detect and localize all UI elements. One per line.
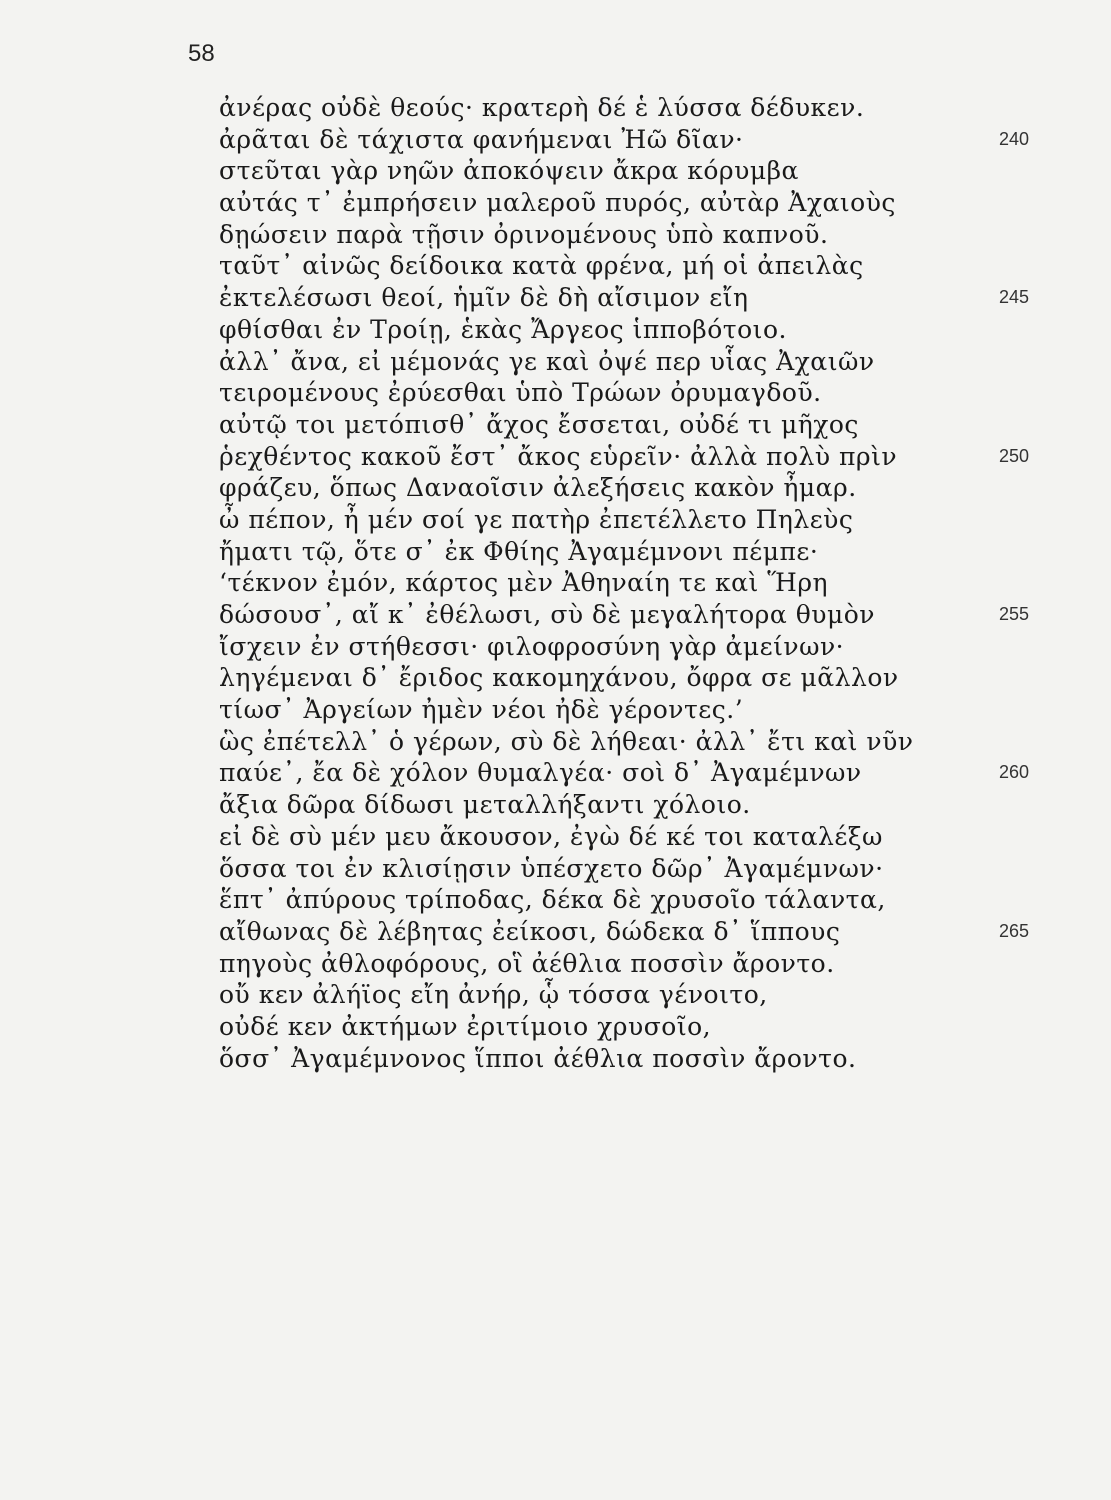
verse-text: φθίσθαι ἐν Τροίῃ, ἑκὰς Ἄργεος ἱπποβότοιο. [219, 314, 787, 344]
verse-line [0, 789, 1111, 821]
line-number: 265 [999, 920, 1030, 941]
verse-text: ῥεχθέντος κακοῦ ἔστ᾽ ἄκος εὑρεῖν· ἀλλὰ πολὺ πρὶν [219, 441, 898, 471]
verse-text: τειρομένους ἐρύεσθαι ὑπὸ Τρώων ὀρυμαγδοῦ. [219, 378, 822, 408]
verse-text: αἴθωνας δὲ λέβητας ἐείκοσι, δώδεκα δ᾽ ἵππους [219, 916, 841, 946]
page-number: 58 [188, 40, 215, 67]
verse-text: ὣς ἐπέτελλ᾽ ὁ γέρων, σὺ δὲ λήθεαι· ἀλλ᾽ ἔτι καὶ νῦν [219, 726, 914, 756]
verse-line [0, 599, 1111, 631]
verse-line [0, 726, 1111, 758]
verse-line [0, 536, 1111, 568]
verse-text: αὐτάς τ᾽ ἐμπρήσειν μαλεροῦ πυρός, αὐτὰρ Ἀχαιοὺς [219, 188, 896, 218]
verse-line [0, 662, 1111, 694]
verse-text: ἀλλ᾽ ἄνα, εἰ μέμονάς γε καὶ ὀψέ περ υἷας Ἀχαιῶν [219, 346, 875, 376]
verse-text: ἴσχειν ἐν στήθεσσι· φιλοφροσύνη γὰρ ἀμείνων· [219, 631, 845, 661]
verse-text: ἤματι τῷ, ὅτε σ᾽ ἐκ Φθίης Ἀγαμέμνονι πέμπε· [219, 536, 819, 566]
verse-line [0, 124, 1111, 156]
verse-line [0, 346, 1111, 378]
verse-text: οὐδέ κεν ἀκτήμων ἐριτίμοιο χρυσοῖο, [219, 1011, 712, 1041]
verse-line [0, 567, 1111, 599]
verse-line [0, 1011, 1111, 1043]
line-number: 240 [999, 128, 1030, 149]
verse-text: στεῦται γὰρ νηῶν ἀποκόψειν ἄκρα κόρυμβα [219, 156, 799, 186]
verse-text: φράζευ, ὅπως Δαναοῖσιν ἀλεξήσεις κακὸν ἦμαρ. [219, 473, 857, 503]
verse-block [0, 92, 1111, 1074]
verse-line [0, 757, 1111, 789]
line-number: 255 [999, 604, 1030, 624]
verse-text: εἰ δὲ σὺ μέν μευ ἄκουσον, ἐγὼ δέ κέ τοι καταλέξω [219, 821, 883, 851]
verse-text: ταῦτ᾽ αἰνῶς δείδοικα κατὰ φρένα, μή οἱ ἀπειλὰς [219, 251, 864, 281]
verse-line [0, 694, 1111, 726]
verse-line [0, 92, 1111, 124]
verse-text: ἄξια δῶρα δίδωσι μεταλλήξαντι χόλοιο. [219, 790, 751, 820]
verse-line [0, 472, 1111, 504]
verse-text: ληγέμεναι δ᾽ ἔριδος κακομηχάνου, ὄφρα σε μᾶλλον [219, 663, 899, 693]
verse-line [0, 916, 1111, 948]
verse-text: ὅσσ᾽ Ἀγαμέμνονος ἵπποι ἀέθλια ποσσὶν ἄροντο. [219, 1043, 857, 1073]
verse-line [0, 853, 1111, 885]
verse-line [0, 884, 1111, 916]
verse-line [0, 219, 1111, 251]
verse-line [0, 377, 1111, 409]
verse-text: δώσουσ᾽, αἴ κ᾽ ἐθέλωσι, σὺ δὲ μεγαλήτορα θυμὸν [219, 600, 875, 629]
verse-line [0, 948, 1111, 980]
verse-text: παύε᾽, ἔα δὲ χόλον θυμαλγέα· σοὶ δ᾽ Ἀγαμέμνων [219, 758, 862, 788]
verse-line [0, 187, 1111, 219]
verse-text: ‘τέκνον ἐμόν, κάρτος μὲν Ἀθηναίη τε καὶ Ἥρη [219, 568, 829, 598]
verse-line [0, 282, 1111, 314]
verse-text: τίωσ᾽ Ἀργείων ἠμὲν νέοι ἠδὲ γέροντες.’ [219, 695, 744, 725]
verse-text: ἀρᾶται δὲ τάχιστα φανήμεναι Ἠῶ δῖαν· [219, 124, 744, 154]
verse-text: ἕπτ᾽ ἀπύρους τρίποδας, δέκα δὲ χρυσοῖο τάλαντα, [219, 885, 886, 915]
verse-line [0, 314, 1111, 346]
verse-text: ὅσσα τοι ἐν κλισίῃσιν ὑπέσχετο δῶρ᾽ Ἀγαμέμνων· [219, 853, 884, 883]
verse-line [0, 155, 1111, 187]
verse-text: αὐτῷ τοι μετόπισθ᾽ ἄχος ἔσσεται, οὐδέ τι μῆχος [219, 409, 859, 439]
verse-text: ὦ πέπον, ἦ μέν σοί γε πατὴρ ἐπετέλλετο Πηλεὺς [219, 504, 854, 534]
verse-text: οὔ κεν ἀλήϊος εἴη ἀνήρ, ᾧ τόσσα γένοιτο, [219, 980, 768, 1010]
verse-line [0, 409, 1111, 441]
line-number: 260 [999, 762, 1030, 783]
verse-line [0, 250, 1111, 282]
verse-line [0, 821, 1111, 853]
verse-line [0, 1043, 1111, 1075]
verse-text: ἐκτελέσωσι θεοί, ἡμῖν δὲ δὴ αἴσιμον εἴη [219, 283, 749, 313]
verse-text: πηγοὺς ἀθλοφόρους, οἳ ἀέθλια ποσσὶν ἄροντο. [219, 948, 835, 978]
verse-text: δῃώσειν παρὰ τῇσιν ὀρινομένους ὑπὸ καπνοῦ. [219, 219, 829, 249]
line-number: 245 [999, 287, 1030, 308]
line-number: 250 [999, 445, 1030, 466]
verse-line [0, 441, 1111, 473]
verse-line [0, 631, 1111, 663]
verse-text: ἀνέρας οὐδὲ θεούς· κρατερὴ δέ ἑ λύσσα δέδυκεν. [219, 93, 865, 122]
verse-line [0, 979, 1111, 1011]
verse-line [0, 504, 1111, 536]
